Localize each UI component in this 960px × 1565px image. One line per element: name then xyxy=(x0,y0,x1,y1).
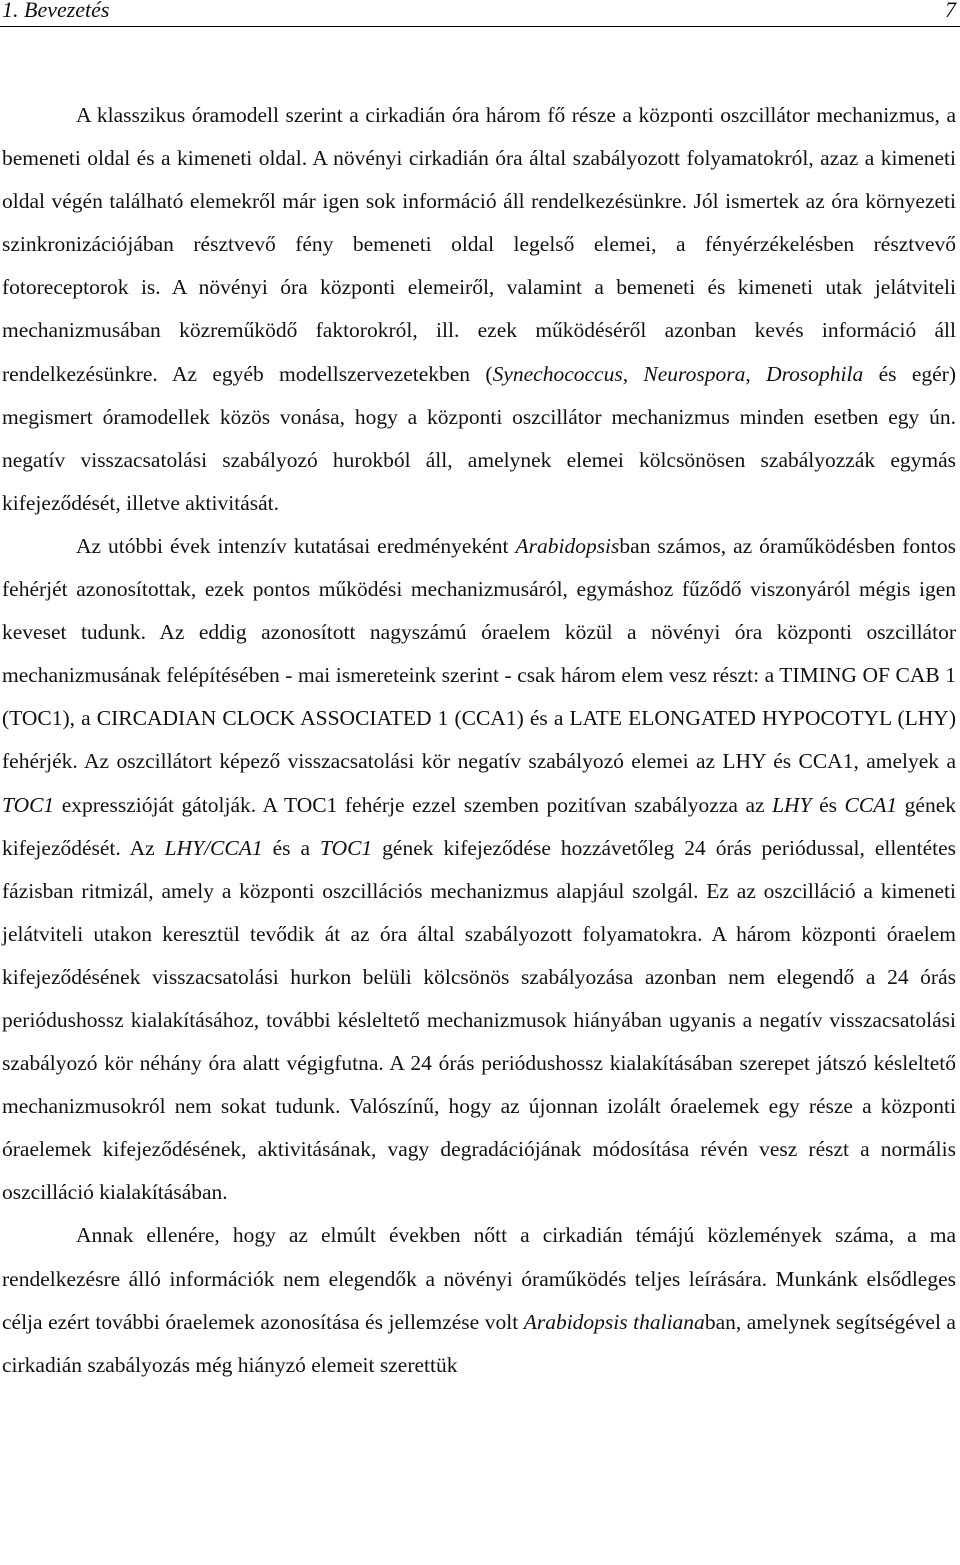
paragraph xyxy=(2,525,956,1215)
italic-text-run: Neurospora xyxy=(643,361,746,386)
chapter-title: 1. Bevezetés xyxy=(2,0,110,22)
text-run: és egér) megismert óramodellek közös vonása, hogy a központi oszcillátor mechanizmus minden esetben egy ún. negatív visszacsatolási szabályozó hurokból áll, amelynek elemei kölcsönösen szabályozzák egymás kifejeződését, illetve aktivitását. xyxy=(2,361,956,515)
italic-text-run: LHY/CCA1 xyxy=(164,835,263,860)
text-run: A klasszikus óramodell szerint a cirkadián óra három fő része a központi oszcillátor mechanizmus, a bemeneti oldal és a kimeneti oldal. A növényi cirkadián óra által szabályozott folyamatokról, azaz a kimeneti oldal végén található elemekről már igen sok információ áll rendelkezésünkre. Jól ismertek az óra környezeti szinkronizációjában résztvevő fény bemeneti oldal legelső elemei, a fényérzékelésben résztvevő fotoreceptorok is. A növényi óra központi elemeiről, valamint a bemeneti és kimeneti utak jelátviteli mechanizmusában közreműködő faktorokról, ill. ezek működéséről azonban kevés információ áll rendelkezésünkre. Az egyéb modellszervezetekben ( xyxy=(2,103,956,386)
text-run: ban számos, az óraműködésben fontos fehérjét azonosítottak, ezek pontos működési mechanizmusáról, egymáshoz fűződő viszonyáról mégis igen keveset tudunk. Az eddig azonosított nagyszámú óraelem közül a növényi óra központi oszcillátor mechanizmusának felépítésében - mai ismereteink szerint - csak három elem vesz részt: a TIMING OF CAB 1 (TOC1), a CIRCADIAN CLOCK ASSOCIATED 1 (CCA1) és a LATE ELONGATED HYPOCOTYL (LHY) fehérjék. Az oszcillátort képező visszacsatolási kör negatív szabályozó elemei az LHY és CCA1, amelyek a xyxy=(2,533,956,774)
text-run: Annak ellenére, hogy az elmúlt években nőtt a cirkadián témájú közlemények száma, a ma rendelkezésre álló információk nem elegendők a növényi óraműködés teljes leírására. Munkánk elsődleges célja ezért további óraelemek azonosítása és jellemzése volt xyxy=(2,1223,956,1334)
text-run: , xyxy=(745,361,767,386)
text-run: expresszióját gátolják. A TOC1 fehérje ezzel szemben pozitívan szabályozza az xyxy=(54,792,773,817)
text-run: ban, amelynek segítségével a cirkadián szabályozás még hiányzó elemeit szerettük xyxy=(2,1309,956,1377)
page-header xyxy=(0,0,960,27)
page-number: 7 xyxy=(945,0,956,22)
italic-text-run: TOC1 xyxy=(320,835,373,860)
italic-text-run: Arabidopsis thaliana xyxy=(523,1309,705,1334)
text-run: gének kifejeződését. Az xyxy=(2,792,956,860)
text-run: gének kifejeződése hozzávetőleg 24 órás periódussal, ellentétes fázisban ritmizál, amely a központi oszcillációs mechanizmus alapjául szolgál. Ez az oszcilláció a kimeneti jelátviteli utakon keresztül tevődik át az óra által szabályozott folyamatokra. A három központi óraelem kifejeződésének visszacsatolási hurkon belüli kölcsönös szabályozása azonban nem elegendő a 24 órás periódushossz kialakításához, további késleltető mechanizmusok hiányában ugyanis a negatív visszacsatolási szabályozó kör néhány óra alatt végigfutna. A 24 órás periódushossz kialakításában szerepet játszó késleltető mechanizmusokról nem sokat tudunk. Valószínű, hogy az újonnan izolált óraelemek egy része a központi óraelemek kifejeződésének, aktivitásának, vagy degradációjának módosítása révén vesz részt a normális oszcilláció kialakításában. xyxy=(2,835,957,1205)
italic-text-run: Drosophila xyxy=(766,361,864,386)
text-run: és a xyxy=(262,835,320,860)
text-run: Az utóbbi évek intenzív kutatásai eredményeként xyxy=(76,533,516,558)
italic-text-run: Arabidopsis xyxy=(515,533,620,558)
paragraph xyxy=(2,1214,956,1386)
italic-text-run: Synechococcus xyxy=(492,361,623,386)
text-run: , xyxy=(622,361,644,386)
body-text xyxy=(2,94,956,1387)
paragraph xyxy=(2,94,956,525)
italic-text-run: LHY xyxy=(772,792,812,817)
italic-text-run: CCA1 xyxy=(844,792,898,817)
text-run: és xyxy=(811,792,845,817)
italic-text-run: TOC1 xyxy=(2,792,55,817)
